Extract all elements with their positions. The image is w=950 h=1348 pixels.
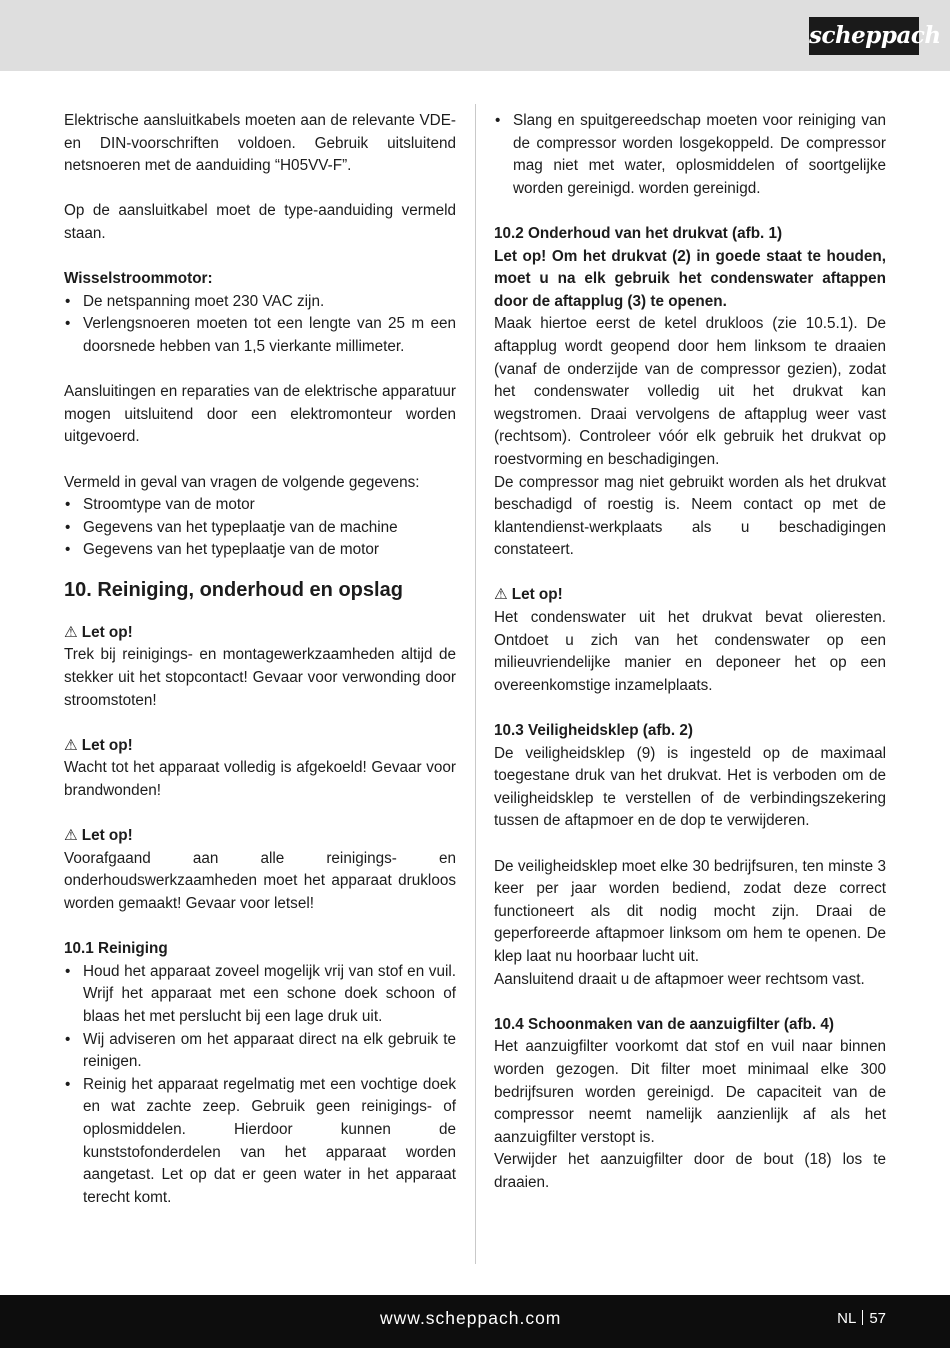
left-column: [64, 110, 456, 1232]
website-link[interactable]: www.scheppach.com: [380, 1308, 562, 1328]
right-column: [494, 110, 886, 1217]
warning-label: Let op!: [81, 623, 133, 641]
warning-heading: [64, 622, 456, 645]
warning-text: Wacht tot het apparaat volledig is afgekoeld! Gevaar voor brandwonden!: [64, 759, 456, 800]
electrician-text: Aansluitingen en reparaties van de elektrische apparatuur mogen uitsluitend door een elektromonteur worden uitgevoerd.: [64, 383, 456, 446]
warning-triangle-icon: ⚠: [64, 827, 78, 845]
ac-motor-heading: Wisselstroommotor:: [64, 270, 213, 288]
warning-text: Het condenswater uit het drukvat bevat olieresten. Ontdoet u zich van het condenswater op een milieuvriendelijke manier en deponeer het op een overeenkomstige inzamelplaats.: [494, 609, 886, 694]
brand-logo: scheppach: [809, 17, 919, 55]
list-item: • Slang en spuitgereedschap moeten voor reiniging van de compressor worden losgekoppeld. De compressor mag niet met water, oplosmiddelen of soortgelijke worden gereinigd. worden gereinigd.: [494, 110, 886, 200]
pressure-vessel-damage-text: De compressor mag niet gebruikt worden als het drukvat beschadigd of roestig is. Neem contact op met de klantendienst-werkplaats als u beschadigingen constateert.: [494, 473, 886, 559]
warning-label: Let op!: [81, 827, 133, 845]
ac-motor-list: [64, 291, 456, 359]
warning-text: Trek bij reinigings- en montagewerkzaamheden altijd de stekker uit het stopcontact! Gevaar voor verwonding door stroomstoten!: [64, 646, 456, 709]
cable-requirements-text: Elektrische aansluitkabels moeten aan de relevante VDE- en DIN-voorschriften voldoen. Gebruik uitsluitend netsnoeren met de aanduiding “H05VV-F”.: [64, 112, 456, 175]
warning-triangle-icon: ⚠: [494, 586, 508, 604]
warning-triangle-icon: ⚠: [64, 623, 78, 641]
subsection-heading-cleaning: 10.1 Reiniging: [64, 940, 168, 958]
list-item: • Houd het apparaat zoveel mogelijk vrij van stof en vuil. Wrijf het apparaat met een schone doek schoon of blaas het met perslucht bij een lage druk uit.: [64, 961, 456, 1029]
warning-label: Let op!: [81, 736, 133, 754]
safety-valve-operation-text: De veiligheidsklep moet elke 30 bedrijfsuren, ten minste 3 keer per jaar worden bediend, zodat deze correct functioneert als dit nodig mocht zijn. Draai de geperforeerde aftapmoer linksom om hem te openen. De klep laat nu hoorbaar lucht uit.: [494, 857, 886, 965]
warning-heading: [494, 584, 886, 607]
list-item: • Verlengsnoeren moeten tot een lengte van 25 m een doorsnede hebben van 1,5 vierkante millimeter.: [64, 313, 456, 358]
safety-valve-close-text: Aansluitend draait u de aftapmoer weer rechtsom vast.: [494, 970, 865, 988]
subsection-heading-safety-valve: 10.3 Veiligheidsklep (afb. 2): [494, 722, 693, 740]
warning-text: Voorafgaand aan alle reinigings- en onderhoudswerkzaamheden moet het apparaat drukloos worden gemaakt! Gevaar voor letsel!: [64, 849, 456, 912]
list-item: • Gegevens van het typeplaatje van de machine: [64, 517, 456, 540]
language-code: NL: [837, 1310, 857, 1327]
warning-label: Let op!: [511, 586, 563, 604]
warning-block: [64, 622, 456, 712]
safety-valve-text: De veiligheidsklep (9) is ingesteld op de maximaal toegestane druk van het drukvat. Het is verboden om de veiligheidsklep te verstellen of de verbindingszekering tussen de aftapmoer en de dop te verwijderen.: [494, 744, 886, 830]
warning-heading: [64, 825, 456, 848]
hose-list: [494, 110, 886, 200]
page-header: [0, 0, 950, 71]
type-marking-text: Op de aansluitkabel moet de type-aanduiding vermeld staan.: [64, 202, 456, 242]
list-item: • Stroomtype van de motor: [64, 494, 456, 517]
warning-block: [494, 584, 886, 697]
list-item: • Gegevens van het typeplaatje van de motor: [64, 539, 456, 562]
warning-triangle-icon: ⚠: [64, 736, 78, 754]
pressure-vessel-warning: Let op! Om het drukvat (2) in goede staat te houden, moet u na elk gebruik het condenswater aftappen door de aftapplug (3) te openen.: [494, 247, 886, 310]
inquiry-list: [64, 494, 456, 562]
page-footer: [0, 1295, 950, 1348]
list-item: • Reinig het apparaat regelmatig met een vochtige doek en wat zachte zeep. Gebruik geen reinigings- of oplosmiddelen. Hierdoor kunnen de kunststofonderdelen van het apparaat worden aangetast. Let op dat er geen water in het apparaat terecht komt.: [64, 1074, 456, 1210]
cleaning-list: [64, 961, 456, 1210]
pressure-vessel-text: Maak hiertoe eerst de ketel drukloos (zie 10.5.1). De aftapplug wordt geopend door hem linksom te draaien (vanaf de onderzijde van de compressor gezien), zodat het condenswater volledig uit het drukvat kan wegstromen. Draai vervolgens de aftapplug weer vast (rechtsom). Controleer vóór elk gebruik het drukvat op roestvorming en beschadigingen.: [494, 315, 886, 468]
subsection-heading-intake-filter: 10.4 Schoonmaken van de aanzuigfilter (afb. 4): [494, 1015, 835, 1033]
inquiry-text: Vermeld in geval van vragen de volgende gegevens:: [64, 473, 420, 491]
warning-block: [64, 825, 456, 915]
column-divider: [475, 104, 476, 1264]
page-number: 57: [869, 1310, 886, 1327]
subsection-heading-pressure-vessel: 10.2 Onderhoud van het drukvat (afb. 1): [494, 224, 783, 242]
section-title: 10. Reiniging, onderhoud en opslag: [64, 578, 403, 601]
warning-block: [64, 735, 456, 803]
separator: [862, 1310, 863, 1325]
intake-filter-text: Het aanzuigfilter voorkomt dat stof en vuil naar binnen worden gezogen. Dit filter moet minimaal elke 300 bedrijfsuren worden gereinigd. De capaciteit van de compressor neemt namelijk aanzienlijk af als het aanzuigfilter verstopt is.: [494, 1038, 886, 1146]
page-indicator: [837, 1310, 886, 1327]
warning-heading: [64, 735, 456, 758]
list-item: • Wij adviseren om het apparaat direct na elk gebruik te reinigen.: [64, 1029, 456, 1074]
list-item: • De netspanning moet 230 VAC zijn.: [64, 291, 456, 314]
intake-filter-remove-text: Verwijder het aanzuigfilter door de bout (18) los te draaien.: [494, 1151, 886, 1191]
